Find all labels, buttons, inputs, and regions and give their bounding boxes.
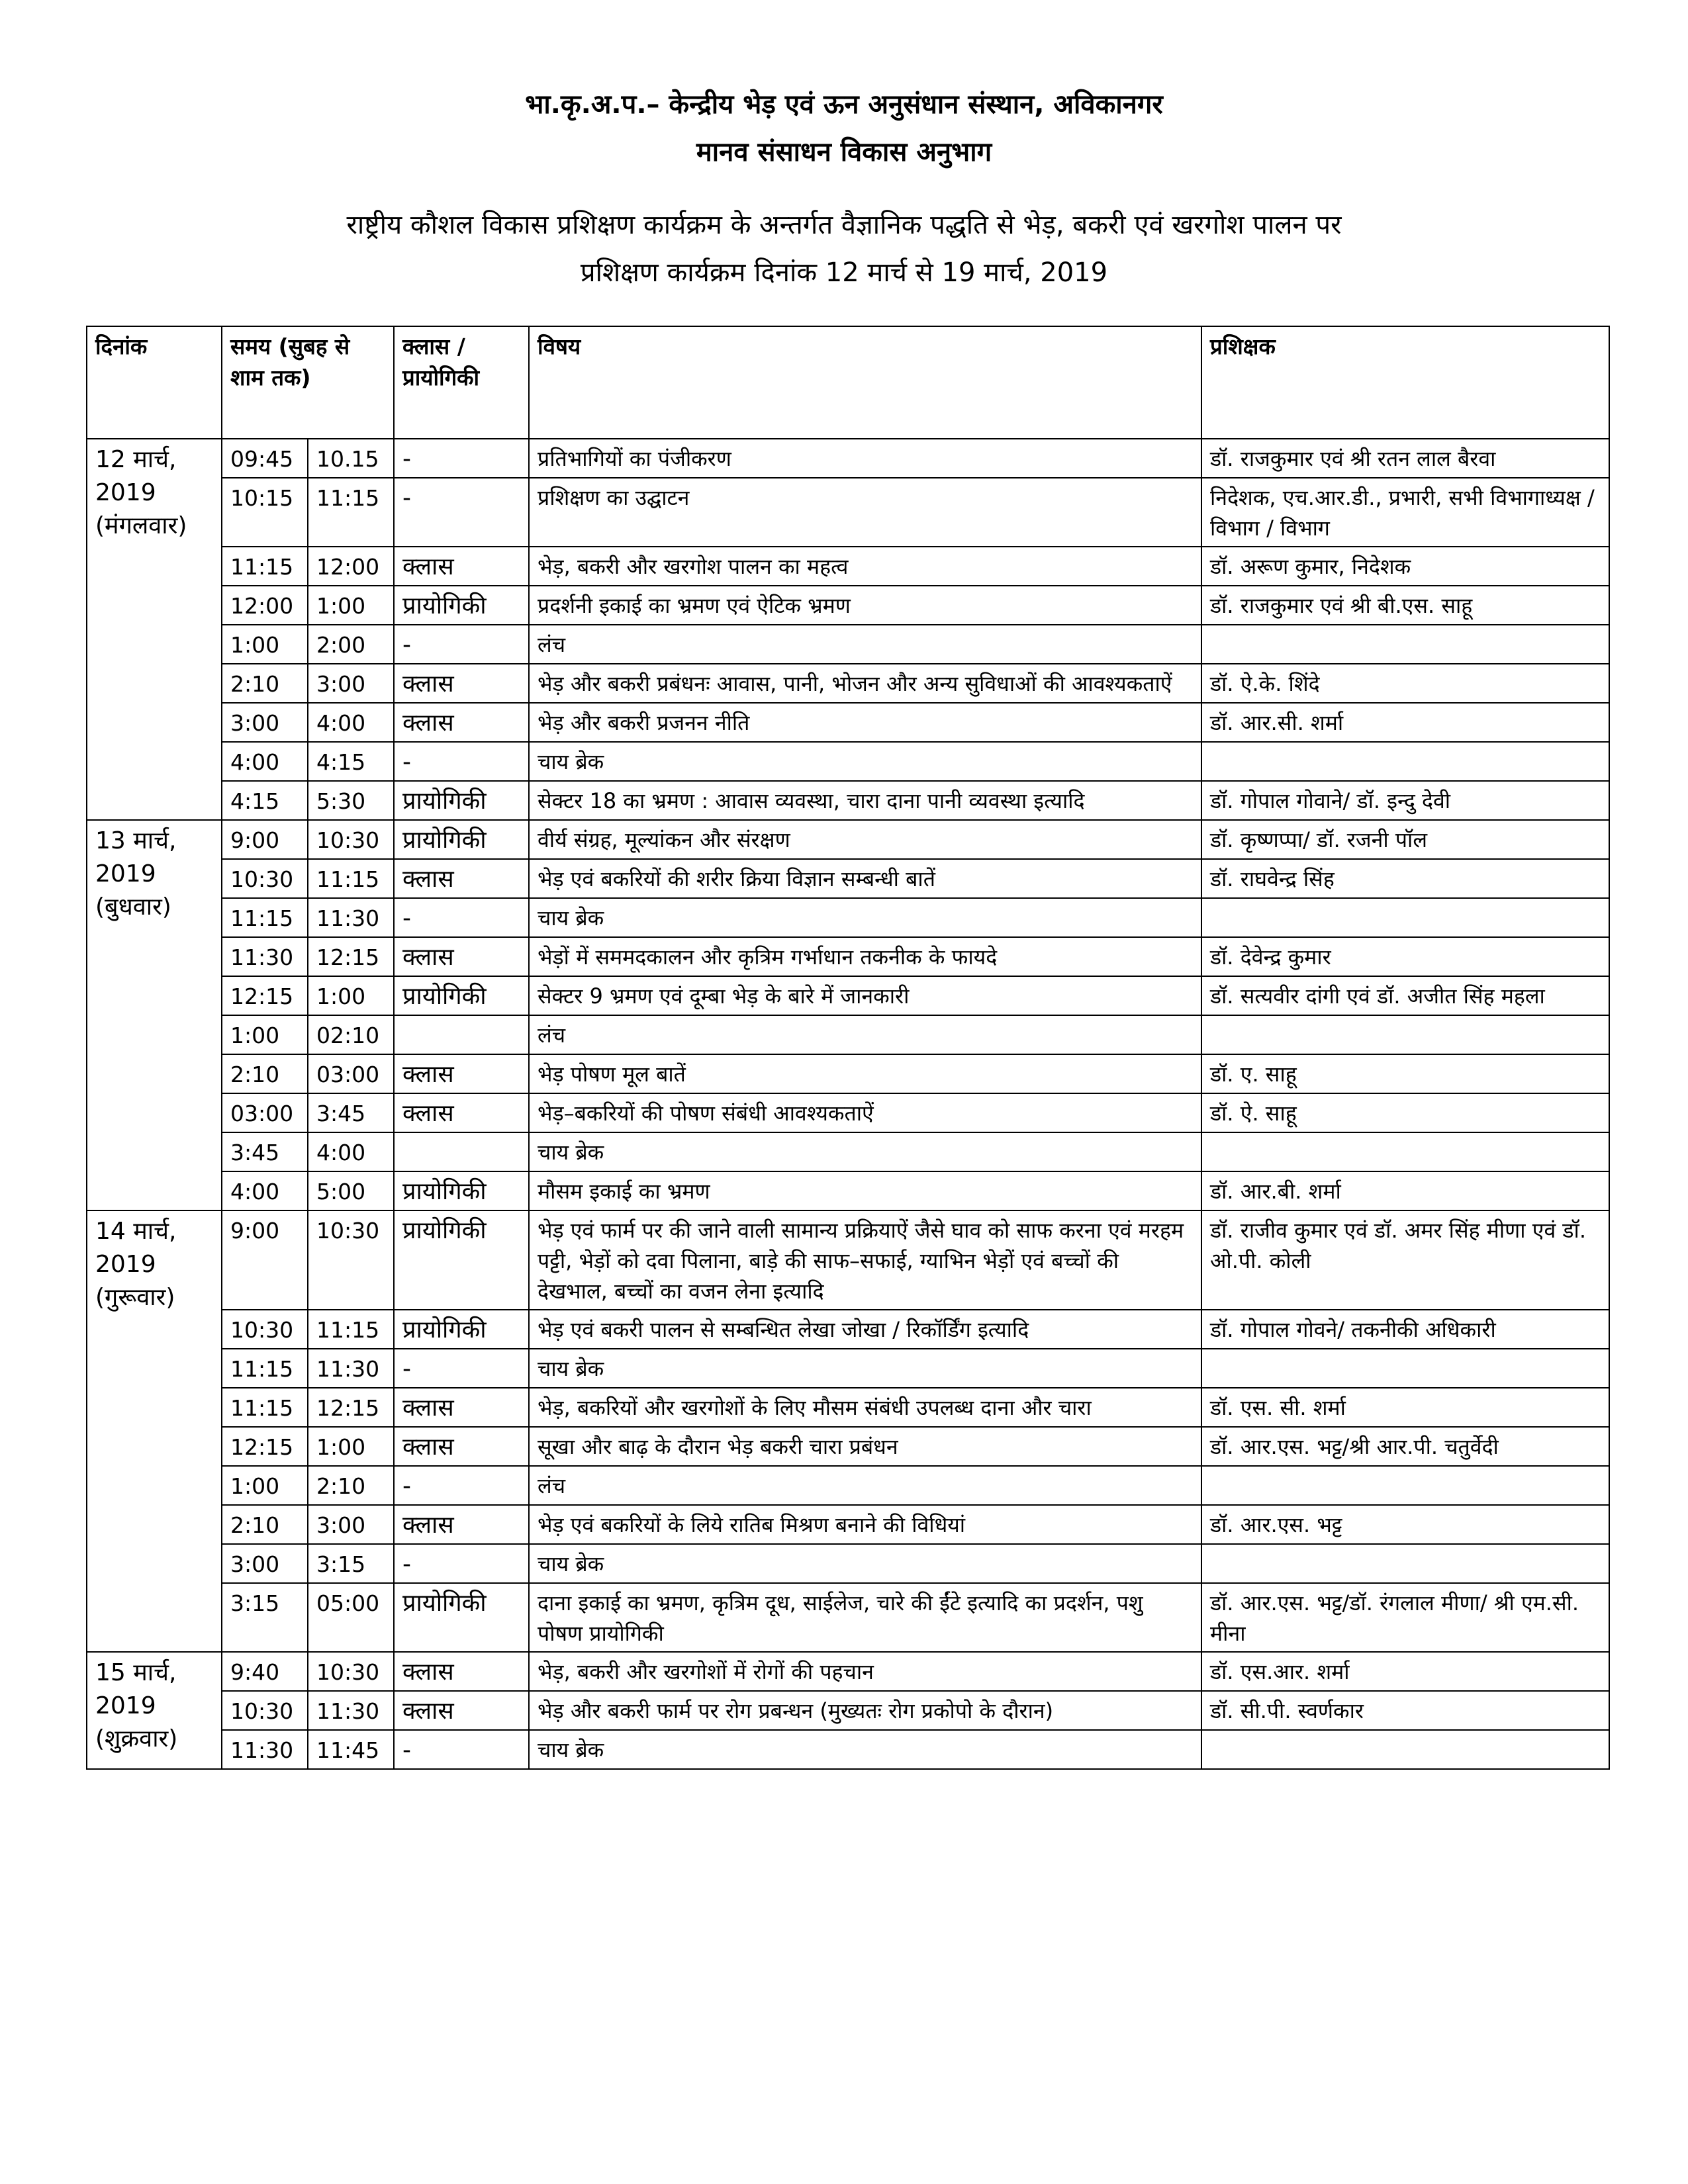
end-time-cell: 11:30 [308,898,394,937]
start-time-cell: 12:00 [222,586,308,625]
table-row [87,937,1609,976]
trainer-cell: डॉ. राजीव कुमार एवं डॉ. अमर सिंह मीणा एवं डॉ. ओ.पी. कोली [1201,1210,1609,1310]
col-header-subject: विषय [529,326,1201,439]
day-date-cell: 15 मार्च, 2019 (शुक्रवार) [87,1652,222,1769]
start-time-cell: 1:00 [222,1466,308,1505]
end-time-cell: 12:15 [308,1388,394,1427]
end-time-cell: 3:00 [308,664,394,703]
end-time-cell: 2:10 [308,1466,394,1505]
session-type-cell: - [394,1730,529,1769]
table-row [87,1093,1609,1132]
trainer-cell: डॉ. आर.एस. भट्ट/श्री आर.पी. चतुर्वेदी [1201,1427,1609,1466]
subject-cell: भेड़–बकरियों की पोषण संबंधी आवश्यकताऐं [529,1093,1201,1132]
start-time-cell: 11:30 [222,937,308,976]
subject-cell: सेक्टर 18 का भ्रमण : आवास व्यवस्था, चारा दाना पानी व्यवस्था इत्यादि [529,781,1201,820]
trainer-cell: डॉ. ऐ. साहू [1201,1093,1609,1132]
trainer-cell: डॉ. राजकुमार एवं श्री रतन लाल बैरवा [1201,439,1609,478]
subject-cell: प्रतिभागियों का पंजीकरण [529,439,1201,478]
schedule-body [87,439,1609,1769]
session-type-cell: प्रायोगिकी [394,1210,529,1310]
subject-cell: भेड़, बकरियों और खरगोशों के लिए मौसम संबंधी उपलब्ध दाना और चारा [529,1388,1201,1427]
session-type-cell: - [394,1349,529,1388]
day-date-cell: 14 मार्च, 2019 (गुरूवार) [87,1210,222,1652]
subject-cell: सेक्टर 9 भ्रमण एवं दूम्बा भेड़ के बारे में जानकारी [529,976,1201,1015]
trainer-cell [1201,1349,1609,1388]
end-time-cell: 3:00 [308,1505,394,1544]
start-time-cell: 1:00 [222,625,308,664]
subject-cell: सूखा और बाढ़ के दौरान भेड़ बकरी चारा प्रबंधन [529,1427,1201,1466]
trainer-cell: डॉ. अरूण कुमार, निदेशक [1201,547,1609,586]
col-header-type: क्लास /प्रायोगिकी [394,326,529,439]
session-type-cell: प्रायोगिकी [394,586,529,625]
start-time-cell: 11:15 [222,898,308,937]
end-time-cell: 12:00 [308,547,394,586]
trainer-cell [1201,1132,1609,1171]
trainer-cell: डॉ. ऐ.के. शिंदे [1201,664,1609,703]
table-row [87,1466,1609,1505]
end-time-cell: 2:00 [308,625,394,664]
start-time-cell: 03:00 [222,1093,308,1132]
table-row [87,859,1609,898]
start-time-cell: 4:00 [222,742,308,781]
end-time-cell: 4:00 [308,703,394,742]
subject-cell: चाय ब्रेक [529,742,1201,781]
session-type-cell: प्रायोगिकी [394,781,529,820]
table-row [87,1427,1609,1466]
table-row [87,547,1609,586]
start-time-cell: 09:45 [222,439,308,478]
trainer-cell: डॉ. आर.सी. शर्मा [1201,703,1609,742]
table-row [87,625,1609,664]
end-time-cell: 4:15 [308,742,394,781]
end-time-cell: 11:15 [308,478,394,547]
session-type-cell: - [394,1544,529,1583]
session-type-cell: प्रायोगिकी [394,976,529,1015]
subject-cell: भेड़ और बकरी प्रजनन नीति [529,703,1201,742]
program-title: राष्ट्रीय कौशल विकास प्रशिक्षण कार्यक्रम के अन्तर्गत वैज्ञानिक पद्धति से भेड़, बकरी एवं खरगोश पालन पर [346,210,1342,240]
session-type-cell: क्लास [394,1427,529,1466]
start-time-cell: 2:10 [222,664,308,703]
trainer-cell: डॉ. राघवेन्द्र सिंह [1201,859,1609,898]
subject-cell: भेड़ एवं बकरियों की शरीर क्रिया विज्ञान सम्बन्धी बातें [529,859,1201,898]
trainer-cell [1201,1544,1609,1583]
trainer-cell: डॉ. आर.बी. शर्मा [1201,1171,1609,1210]
subject-cell: प्रशिक्षण का उद्घाटन [529,478,1201,547]
subject-cell: भेड़ एवं बकरियों के लिये रातिब मिश्रण बनाने की विधियां [529,1505,1201,1544]
start-time-cell: 4:15 [222,781,308,820]
subject-cell: प्रदर्शनी इकाई का भ्रमण एवं ऐटिक भ्रमण [529,586,1201,625]
end-time-cell: 5:30 [308,781,394,820]
start-time-cell: 11:15 [222,1349,308,1388]
subject-cell: चाय ब्रेक [529,1544,1201,1583]
day-date-cell: 12 मार्च, 2019 (मंगलवार) [87,439,222,820]
start-time-cell: 12:15 [222,1427,308,1466]
subject-cell: लंच [529,1015,1201,1054]
table-row [87,1505,1609,1544]
trainer-cell: डॉ. राजकुमार एवं श्री बी.एस. साहू [1201,586,1609,625]
start-time-cell: 10:30 [222,859,308,898]
trainer-cell: डॉ. आर.एस. भट्ट [1201,1505,1609,1544]
session-type-cell: क्लास [394,859,529,898]
session-type-cell: - [394,742,529,781]
subject-cell: लंच [529,1466,1201,1505]
end-time-cell: 10:30 [308,820,394,859]
table-row [87,439,1609,478]
table-row [87,1583,1609,1652]
end-time-cell: 1:00 [308,586,394,625]
start-time-cell: 2:10 [222,1054,308,1093]
trainer-cell: डॉ. कृष्णप्पा/ डॉ. रजनी पॉल [1201,820,1609,859]
end-time-cell: 10.15 [308,439,394,478]
subject-cell: भेड़, बकरी और खरगोशों में रोगों की पहचान [529,1652,1201,1691]
program-dates: प्रशिक्षण कार्यक्रम दिनांक 12 मार्च से 19 मार्च, 2019 [580,257,1108,288]
start-time-cell: 4:00 [222,1171,308,1210]
session-type-cell: क्लास [394,664,529,703]
table-row [87,1691,1609,1730]
end-time-cell: 10:30 [308,1652,394,1691]
table-row [87,586,1609,625]
session-type-cell [394,1015,529,1054]
subject-cell: भेड़ और बकरी फार्म पर रोग प्रबन्धन (मुख्यतः रोग प्रकोपो के दौरान) [529,1691,1201,1730]
table-row [87,820,1609,859]
session-type-cell: क्लास [394,1093,529,1132]
session-type-cell: क्लास [394,1388,529,1427]
start-time-cell: 10:30 [222,1691,308,1730]
trainer-cell: डॉ. सी.पी. स्वर्णकार [1201,1691,1609,1730]
institute-title: भा.कृ.अ.प.– केन्द्रीय भेड़ एवं ऊन अनुसंधान संस्थान, अविकानगर [525,89,1163,120]
subject-cell: भेड़ पोषण मूल बातें [529,1054,1201,1093]
day-date-cell: 13 मार्च, 2019 (बुधवार) [87,820,222,1210]
end-time-cell: 5:00 [308,1171,394,1210]
table-row [87,1310,1609,1349]
start-time-cell: 1:00 [222,1015,308,1054]
trainer-cell [1201,625,1609,664]
end-time-cell: 11:30 [308,1691,394,1730]
table-row [87,1015,1609,1054]
trainer-cell: डॉ. ए. साहू [1201,1054,1609,1093]
trainer-cell [1201,898,1609,937]
subject-cell: मौसम इकाई का भ्रमण [529,1171,1201,1210]
end-time-cell: 11:30 [308,1349,394,1388]
start-time-cell: 3:00 [222,703,308,742]
table-row [87,1210,1609,1310]
start-time-cell: 11:30 [222,1730,308,1769]
start-time-cell: 3:45 [222,1132,308,1171]
subject-cell: चाय ब्रेक [529,1349,1201,1388]
table-row [87,1349,1609,1388]
start-time-cell: 9:00 [222,820,308,859]
trainer-cell: डॉ. एस.आर. शर्मा [1201,1652,1609,1691]
table-row [87,1132,1609,1171]
table-row [87,898,1609,937]
start-time-cell: 3:15 [222,1583,308,1652]
session-type-cell: - [394,478,529,547]
trainer-cell: डॉ. एस. सी. शर्मा [1201,1388,1609,1427]
start-time-cell: 10:30 [222,1310,308,1349]
table-header-row [87,326,1609,439]
section-title: मानव संसाधन विकास अनुभाग [696,137,992,167]
start-time-cell: 9:00 [222,1210,308,1310]
session-type-cell [394,1132,529,1171]
col-header-time: समय (सुबह से शाम तक) [222,326,394,439]
end-time-cell: 11:45 [308,1730,394,1769]
table-row [87,1652,1609,1691]
start-time-cell: 3:00 [222,1544,308,1583]
session-type-cell: प्रायोगिकी [394,1583,529,1652]
start-time-cell: 12:15 [222,976,308,1015]
end-time-cell: 05:00 [308,1583,394,1652]
session-type-cell: - [394,439,529,478]
trainer-cell: डॉ. गोपाल गोवने/ तकनीकी अधिकारी [1201,1310,1609,1349]
col-header-trainer: प्रशिक्षक [1201,326,1609,439]
table-row [87,1054,1609,1093]
trainer-cell: डॉ. देवेन्द्र कुमार [1201,937,1609,976]
table-row [87,1388,1609,1427]
subject-cell: चाय ब्रेक [529,898,1201,937]
start-time-cell: 2:10 [222,1505,308,1544]
subject-cell: चाय ब्रेक [529,1132,1201,1171]
session-type-cell: क्लास [394,1691,529,1730]
trainer-cell: डॉ. सत्यवीर दांगी एवं डॉ. अजीत सिंह महला [1201,976,1609,1015]
subject-cell: भेड़ एवं बकरी पालन से सम्बन्धित लेखा जोखा / रिकॉर्डिंग इत्यादि [529,1310,1201,1349]
trainer-cell [1201,1466,1609,1505]
table-row [87,664,1609,703]
start-time-cell: 11:15 [222,1388,308,1427]
trainer-cell [1201,742,1609,781]
col-header-date: दिनांक [87,326,222,439]
session-type-cell: प्रायोगिकी [394,1171,529,1210]
table-row [87,976,1609,1015]
trainer-cell: डॉ. आर.एस. भट्ट/डॉ. रंगलाल मीणा/ श्री एम.सी. मीना [1201,1583,1609,1652]
session-type-cell: क्लास [394,1054,529,1093]
subject-cell: लंच [529,625,1201,664]
table-row [87,703,1609,742]
table-row [87,781,1609,820]
session-type-cell: क्लास [394,1505,529,1544]
subject-cell: भेड़, बकरी और खरगोश पालन का महत्व [529,547,1201,586]
session-type-cell: - [394,625,529,664]
subject-cell: दाना इकाई का भ्रमण, कृत्रिम दूध, साईलेज, चारे की ईंटे इत्यादि का प्रदर्शन, पशु पोषण प्रायोगिकी [529,1583,1201,1652]
trainer-cell: निदेशक, एच.आर.डी., प्रभारी, सभी विभागाध्यक्ष / विभाग / विभाग [1201,478,1609,547]
end-time-cell: 11:15 [308,859,394,898]
start-time-cell: 9:40 [222,1652,308,1691]
trainer-cell: डॉ. गोपाल गोवाने/ डॉ. इन्दु देवी [1201,781,1609,820]
end-time-cell: 12:15 [308,937,394,976]
subject-cell: चाय ब्रेक [529,1730,1201,1769]
session-type-cell: क्लास [394,937,529,976]
session-type-cell: - [394,1466,529,1505]
table-row [87,1730,1609,1769]
subject-cell: भेड़ों में सममदकालन और कृत्रिम गर्भाधान तकनीक के फायदे [529,937,1201,976]
subject-cell: भेड़ और बकरी प्रबंधनः आवास, पानी, भोजन और अन्य सुविधाओं की आवश्यकताऐं [529,664,1201,703]
end-time-cell: 10:30 [308,1210,394,1310]
session-type-cell: क्लास [394,703,529,742]
subject-cell: वीर्य संग्रह, मूल्यांकन और संरक्षण [529,820,1201,859]
end-time-cell: 3:15 [308,1544,394,1583]
session-type-cell: क्लास [394,547,529,586]
end-time-cell: 03:00 [308,1054,394,1093]
start-time-cell: 10:15 [222,478,308,547]
trainer-cell [1201,1015,1609,1054]
end-time-cell: 3:45 [308,1093,394,1132]
session-type-cell: प्रायोगिकी [394,1310,529,1349]
end-time-cell: 1:00 [308,976,394,1015]
trainer-cell [1201,1730,1609,1769]
table-row [87,742,1609,781]
schedule-table [86,326,1610,1770]
end-time-cell: 11:15 [308,1310,394,1349]
table-row [87,1544,1609,1583]
table-row [87,1171,1609,1210]
end-time-cell: 4:00 [308,1132,394,1171]
start-time-cell: 11:15 [222,547,308,586]
session-type-cell: प्रायोगिकी [394,820,529,859]
end-time-cell: 1:00 [308,1427,394,1466]
subject-cell: भेड़ एवं फार्म पर की जाने वाली सामान्य प्रक्रियाऐं जैसे घाव को साफ करना एवं मरहम पट्टी, भेड़ों को दवा पिलाना, बाड़े की साफ–सफाई, ग्याभिन भेड़ों एवं बच्चों की देखभाल, बच्चों का वजन लेना इत्यादि [529,1210,1201,1310]
table-row [87,478,1609,547]
end-time-cell: 02:10 [308,1015,394,1054]
session-type-cell: - [394,898,529,937]
session-type-cell: क्लास [394,1652,529,1691]
